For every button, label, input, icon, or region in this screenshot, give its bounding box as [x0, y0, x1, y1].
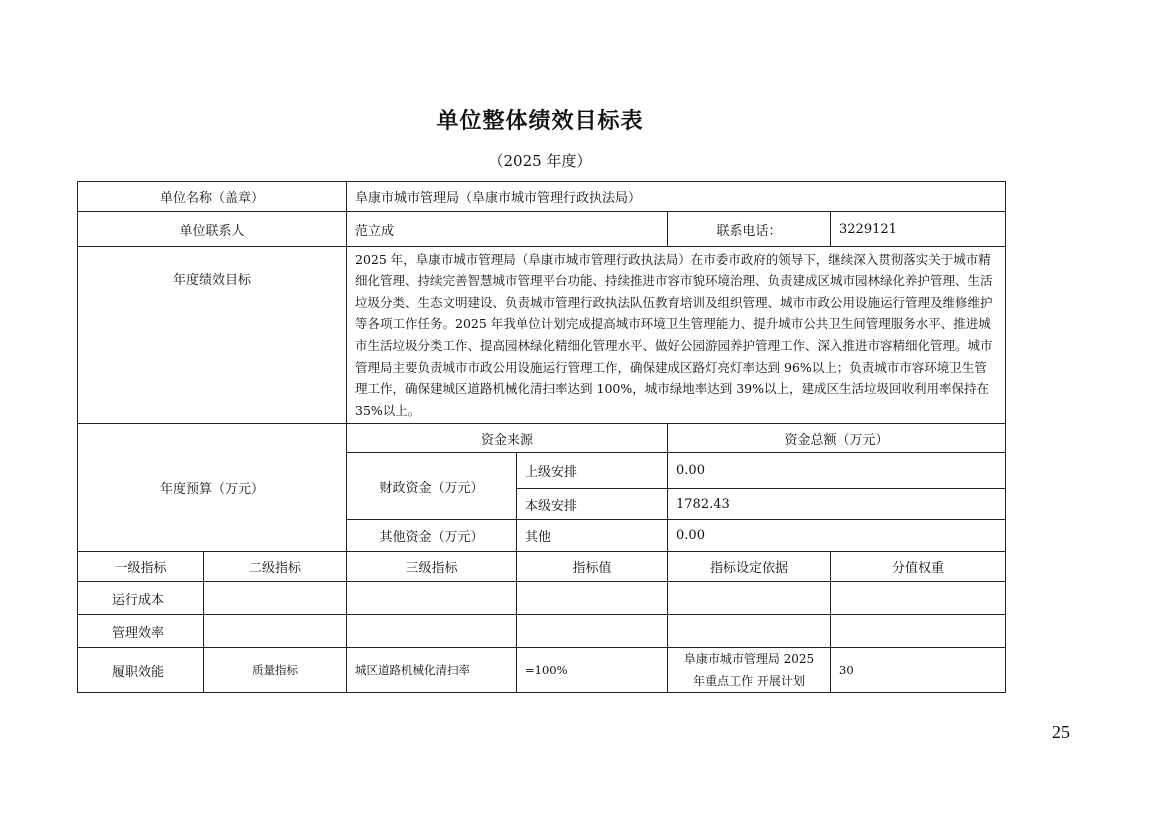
indicator-value — [517, 615, 668, 648]
indicator-level1: 履职效能 — [78, 648, 204, 693]
header-weight: 分值权重 — [831, 552, 1006, 582]
unit-name-label: 单位名称（盖章） — [78, 182, 347, 212]
indicator-row — [78, 648, 1006, 693]
goal-label: 年度绩效目标 — [78, 247, 347, 424]
contact-row — [78, 212, 1006, 247]
indicator-row — [78, 582, 1006, 615]
unit-name-value: 阜康市城市管理局（阜康市城市管理行政执法局） — [347, 182, 1006, 212]
fiscal-funds-label: 财政资金（万元） — [347, 453, 517, 520]
contact-label: 单位联系人 — [78, 212, 347, 247]
unit-name-row — [78, 182, 1006, 212]
goal-row — [78, 247, 1006, 424]
header-level1: 一级指标 — [78, 552, 204, 582]
budget-source-header: 资金来源 — [347, 424, 668, 453]
indicator-level3 — [347, 615, 517, 648]
indicator-basis — [668, 615, 831, 648]
indicator-level2 — [204, 582, 347, 615]
phone-value: 3229121 — [831, 212, 1006, 247]
budget-total-header: 资金总额（万元） — [668, 424, 1006, 453]
budget-source-name: 本级安排 — [517, 489, 668, 520]
indicator-level3 — [347, 582, 517, 615]
document-year: （2025 年度） — [488, 152, 592, 170]
other-amount: 0.00 — [668, 520, 1006, 552]
indicator-value: =100% — [517, 648, 668, 693]
goal-text: 2025 年，阜康市城市管理局（阜康市城市管理行政执法局）在市委市政府的领导下，继续深入贯彻落实关于城市精细化管理、持续完善智慧城市管理平台功能、持续推进市容市貌环境治理、负责建成区城市园林绿化养护管理、生活垃圾分类、生态文明建设、负责城市管理行政执法队伍教育培训及组织管理、城市市政公用设施运行管理及维修维护等各项工作任务。2025 年我单位计划完成提高城市环境卫生管理能力、提升城市公共卫生间管理服务水平、推进城市生活垃圾分类工作、提高园林绿化精细化管理水平、做好公园游园养护管理工作、深入推进市容精细化管理。城市管理局主要负责城市市政公用设施运行管理工作，确保建成区路灯亮灯率达到 96%以上；负责城市市容环境卫生管理工作，确保建城区道路机械化清扫率达到 100%，城市绿地率达到 39%以上，建成区生活垃圾回收利用率保持在 35%以上。 — [347, 247, 1006, 424]
other-funds-label: 其他资金（万元） — [347, 520, 517, 552]
budget-source-name: 上级安排 — [517, 453, 668, 489]
indicator-level2: 质量指标 — [204, 648, 347, 693]
budget-header-row — [78, 424, 1006, 453]
indicator-level3: 城区道路机械化清扫率 — [347, 648, 517, 693]
indicator-weight — [831, 582, 1006, 615]
header-value: 指标值 — [517, 552, 668, 582]
indicator-basis: 阜康市城市管理局 2025 年重点工作 开展计划 — [668, 648, 831, 693]
indicator-row — [78, 615, 1006, 648]
indicator-weight — [831, 615, 1006, 648]
budget-amount: 0.00 — [668, 453, 1006, 489]
phone-label: 联系电话： — [668, 212, 831, 247]
header-basis: 指标设定依据 — [668, 552, 831, 582]
performance-goal-table — [77, 181, 1006, 693]
indicator-basis — [668, 582, 831, 615]
indicator-value — [517, 582, 668, 615]
indicator-weight: 30 — [831, 648, 1006, 693]
other-source-name: 其他 — [517, 520, 668, 552]
page-number: 25 — [1052, 722, 1070, 742]
header-level2: 二级指标 — [204, 552, 347, 582]
indicator-level2 — [204, 615, 347, 648]
budget-label: 年度预算（万元） — [78, 424, 347, 552]
header-level3: 三级指标 — [347, 552, 517, 582]
budget-amount: 1782.43 — [668, 489, 1006, 520]
document-title: 单位整体绩效目标表 — [436, 109, 644, 134]
indicator-level1: 管理效率 — [78, 615, 204, 648]
indicator-header-row — [78, 552, 1006, 582]
indicator-level1: 运行成本 — [78, 582, 204, 615]
contact-value: 范立成 — [347, 212, 668, 247]
